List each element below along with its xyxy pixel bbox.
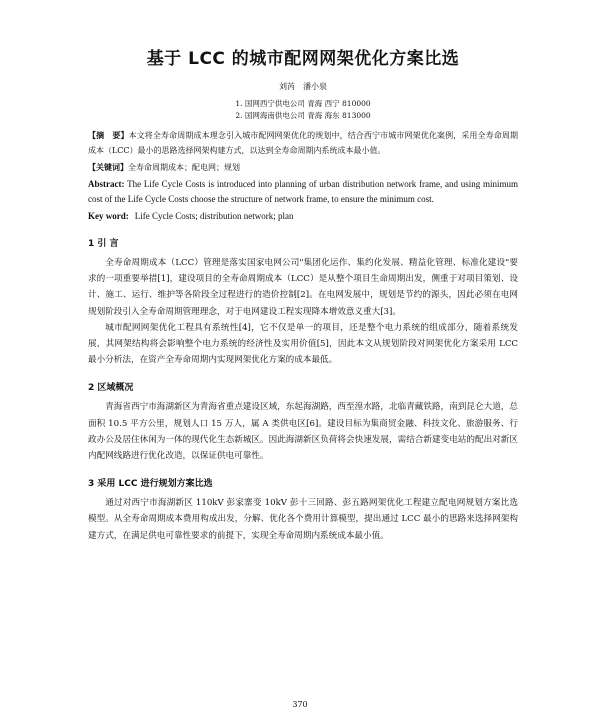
abstract-en-text: The Life Cycle Costs is introduced into planning of urban distribution network frame, and using minimum cost of the Life Cycle Costs choose the structure of network frame, to ensure the minimum cost. — [88, 179, 519, 204]
section-2-paragraph-1: 青海省西宁市海湖新区为青海省重点建设区域，东起海湖路，西至湟水路，北临青藏铁路，南到昆仑大道，总面积 10.5 平方公里，规划人口 15 万人，属 A 类供电区[6]。建设目标为集商贸金融、科技文化、旅游服务、行政办公及居住休闲为一体的现代化生态新城区。因此海湖新区负荷将会快速发展，需结合新建变电站的配出对新区内配网线路进行优化改造，以保证供电可靠性。 — [88, 402, 518, 462]
section-1-paragraph-1: 全寿命周期成本（LCC）管理是落实国家电网公司"集团化运作、集约化发展、精益化管理、标准化建设"要求的一项重要举措[1]，建设项目的全寿命周期成本（LCC）是从整个项目生命周期出发，侧重于对项目策划、设计、施工、运行、维护等各阶段全过程进行的造价控制[2]。在电网发展中，规划是节约的源头，因此必须在电网规划阶段引入全寿命周期管理理念，对于电网建设工程实现降本增效意义重大[3]。 — [88, 258, 518, 317]
keywords-zh-text: 全寿命周期成本；配电网；规划 — [128, 163, 240, 172]
section-heading-3: 3 采用 LCC 进行规划方案比选 — [88, 479, 213, 490]
section-heading-2: 2 区域概况 — [88, 383, 134, 394]
abstract-en-label: Abstract: — [88, 179, 125, 189]
keywords-en — [88, 209, 518, 224]
page-number: 370 — [292, 700, 308, 709]
abstract-zh — [88, 128, 518, 158]
authors: 刘芮 潘小泉 — [279, 82, 327, 91]
section-1-paragraph-2: 城市配网网架优化工程具有系统性[4]，它不仅是单一的项目，还是整个电力系统的组成部分，随着系统发展，其网架结构将会影响整个电力系统的经济性及实用价值[5]，因此本文从规划阶段对网架优化方案采用 LCC 最小分析法，在资产全寿命周期内实现网架优化方案的成本最低。 — [88, 322, 518, 366]
abstract-zh-label: 【摘 要】 — [88, 130, 129, 140]
paper-title: 基于 LCC 的城市配网网架优化方案比选 — [146, 49, 460, 69]
keywords-zh — [88, 160, 518, 175]
keywords-en-text: Life Cycle Costs; distribution network; plan — [134, 211, 294, 221]
section-heading-1: 1 引 言 — [88, 239, 119, 249]
section-3-paragraph-1: 通过对西宁市海湖新区 110kV 彭家寨变 10kV 彭十三回路、彭五路网架优化工程建立配电网规划方案比选模型。从全寿命周期成本费用构成出发，分解、优化各个费用计算模型，提出通过 LCC 最小的思路来选择网架构建方式，在满足供电可靠性要求的前提下，实现全寿命周期内系统成本最小值。 — [88, 498, 518, 541]
keywords-en-label: Key word: — [88, 211, 129, 221]
abstract-zh-text: 本文将全寿命周期成本理念引入城市配网网架优化的规划中，结合西宁市城市网架优化案例，采用全寿命周期成本（LCC）最小的思路选择网架构建方式，以达到全寿命周期内系统成本最小值。 — [88, 131, 518, 155]
abstract-en — [88, 177, 518, 207]
keywords-zh-label: 【关键词】 — [88, 162, 128, 172]
affiliation-1: 1. 国网西宁供电公司 青海 西宁 810000 — [235, 99, 371, 108]
affiliation-2: 2. 国网海南供电公司 青海 海东 813000 — [235, 111, 371, 120]
